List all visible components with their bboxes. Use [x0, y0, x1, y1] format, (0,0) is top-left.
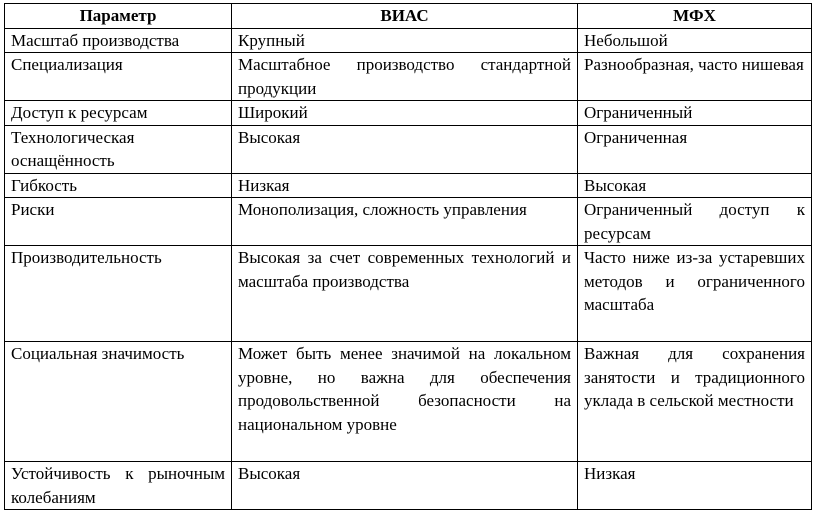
- row-vias-value: Высокая: [232, 462, 578, 510]
- row-vias-value: Высокая: [232, 125, 578, 173]
- table-row: [5, 342, 812, 462]
- row-parameter: Производительность: [5, 246, 232, 342]
- row-vias-value: Крупный: [232, 28, 578, 53]
- row-mfh-value: Часто ниже из-за устаревших методов и ограниченного масштаба: [578, 246, 812, 342]
- row-vias-value: Может быть менее значимой на локальном уровне, но важна для обеспечения продовольственной безопасности на национальном уровне: [232, 342, 578, 462]
- header-mfh: МФХ: [578, 4, 812, 29]
- row-parameter: Специализация: [5, 53, 232, 101]
- row-vias-value: Монополизация, сложность управления: [232, 198, 578, 246]
- row-vias-value: Масштабное производство стандартной продукции: [232, 53, 578, 101]
- table-row: [5, 246, 812, 342]
- row-parameter: Социальная значимость: [5, 342, 232, 462]
- row-mfh-value: Небольшой: [578, 28, 812, 53]
- row-mfh-value: Высокая: [578, 173, 812, 198]
- row-vias-value: Широкий: [232, 101, 578, 126]
- row-mfh-value: Разнообразная, часто нишевая: [578, 53, 812, 101]
- table-header: [5, 4, 812, 29]
- table-row: [5, 198, 812, 246]
- table-row: [5, 28, 812, 53]
- table-row: [5, 53, 812, 101]
- row-vias-value: Высокая за счет современных технологий и масштаба производства: [232, 246, 578, 342]
- header-parameter: Параметр: [5, 4, 232, 29]
- table-body: [5, 28, 812, 510]
- row-vias-value: Низкая: [232, 173, 578, 198]
- comparison-table: [4, 3, 812, 510]
- row-parameter: Гибкость: [5, 173, 232, 198]
- row-mfh-value: Важная для сохранения занятости и традиционного уклада в сельской местности: [578, 342, 812, 462]
- row-mfh-value: Ограниченная: [578, 125, 812, 173]
- row-parameter: Риски: [5, 198, 232, 246]
- header-row: [5, 4, 812, 29]
- table-row: [5, 462, 812, 510]
- row-mfh-value: Ограниченный: [578, 101, 812, 126]
- row-mfh-value: Низкая: [578, 462, 812, 510]
- row-parameter: Масштаб производства: [5, 28, 232, 53]
- row-mfh-value: Ограниченный доступ к ресурсам: [578, 198, 812, 246]
- row-parameter: Доступ к ресурсам: [5, 101, 232, 126]
- table-row: [5, 125, 812, 173]
- table-row: [5, 173, 812, 198]
- row-parameter: Технологическая оснащённость: [5, 125, 232, 173]
- table-row: [5, 101, 812, 126]
- header-vias: ВИАС: [232, 4, 578, 29]
- row-parameter: Устойчивость к рыночным колебаниям: [5, 462, 232, 510]
